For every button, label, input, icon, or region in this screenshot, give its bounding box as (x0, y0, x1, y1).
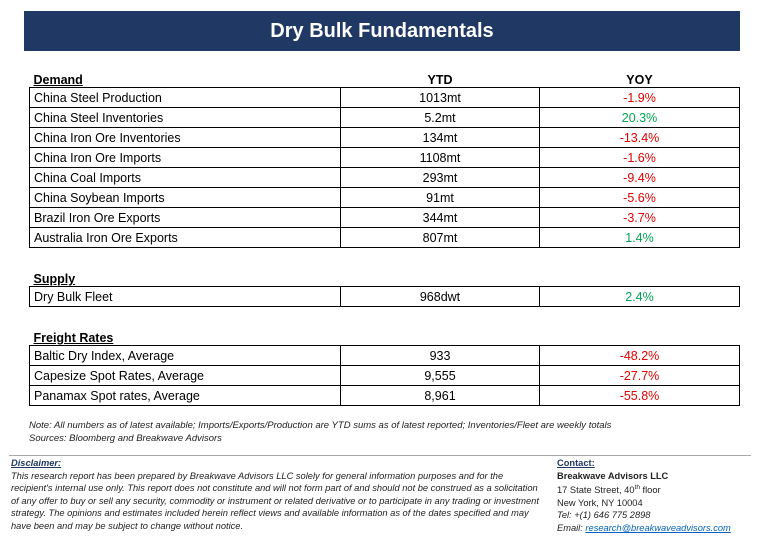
yoy-value: 2.4% (540, 287, 740, 307)
supply-table (29, 269, 740, 307)
table-row (30, 128, 740, 148)
sources-line: Sources: Bloomberg and Breakwave Advisors (29, 433, 222, 444)
row-label: Dry Bulk Fleet (30, 287, 341, 307)
ytd-value: 1013mt (341, 88, 540, 108)
row-label: China Coal Imports (30, 168, 341, 188)
table-row (30, 168, 740, 188)
yoy-value: -5.6% (540, 188, 740, 208)
city-address: New York, NY 10004 (557, 497, 643, 508)
supply-heading: Supply (30, 269, 341, 287)
row-label: China Iron Ore Inventories (30, 128, 341, 148)
yoy-value: -48.2% (540, 346, 740, 366)
ytd-value: 9,555 (341, 366, 540, 386)
yoy-value: -1.9% (540, 88, 740, 108)
page-title: Dry Bulk Fundamentals (24, 11, 740, 51)
demand-table (29, 70, 740, 248)
street-address: 17 State Street, 40th floor (557, 484, 661, 496)
row-label: Capesize Spot Rates, Average (30, 366, 341, 386)
ytd-value: 8,961 (341, 386, 540, 406)
row-label: China Steel Inventories (30, 108, 341, 128)
freight-table (29, 328, 740, 406)
row-label: China Soybean Imports (30, 188, 341, 208)
table-row (30, 228, 740, 248)
ytd-value: 91mt (341, 188, 540, 208)
ytd-value: 134mt (341, 128, 540, 148)
yoy-value: -1.6% (540, 148, 740, 168)
ytd-value: 1108mt (341, 148, 540, 168)
row-label: China Steel Production (30, 88, 341, 108)
table-row (30, 188, 740, 208)
footer (9, 455, 751, 540)
yoy-value: -3.7% (540, 208, 740, 228)
table-row (30, 88, 740, 108)
email-line: Email: research@breakwaveadvisors.com (557, 523, 731, 534)
table-row (30, 366, 740, 386)
yoy-value: 20.3% (540, 108, 740, 128)
ytd-value: 344mt (341, 208, 540, 228)
ytd-value: 5.2mt (341, 108, 540, 128)
table-row (30, 346, 740, 366)
yoy-value: 1.4% (540, 228, 740, 248)
demand-heading: Demand (30, 70, 341, 88)
company-name: Breakwave Advisors LLC (557, 470, 669, 481)
yoy-value: -9.4% (540, 168, 740, 188)
ytd-value: 968dwt (341, 287, 540, 307)
row-label: Panamax Spot rates, Average (30, 386, 341, 406)
row-label: Australia Iron Ore Exports (30, 228, 341, 248)
table-row (30, 386, 740, 406)
table-row (30, 148, 740, 168)
telephone: Tel: +(1) 646 775 2898 (557, 510, 651, 521)
footnote (29, 419, 611, 445)
yoy-value: -27.7% (540, 366, 740, 386)
disclaimer-text: This research report has been prepared by Breakwave Advisors LLC solely for general information purposes and for the recipient's internal use only. This report does not constitute and will not form part of and should not be construed as a solicitation of any offer to buy or sell any security, commodity or instrument or related derivative or to participate in any trading or investment strategy. The opinions and estimates included herein reflect views and available information as of the dates specified and may have been and may be subject to change without notice. (11, 470, 539, 531)
contact-block (557, 457, 752, 535)
email-link[interactable]: research@breakwaveadvisors.com (585, 523, 731, 534)
ytd-header: YTD (341, 70, 540, 88)
yoy-value: -13.4% (540, 128, 740, 148)
row-label: China Iron Ore Imports (30, 148, 341, 168)
disclaimer (11, 457, 541, 533)
disclaimer-heading: Disclaimer: (11, 458, 62, 468)
yoy-value: -55.8% (540, 386, 740, 406)
row-label: Baltic Dry Index, Average (30, 346, 341, 366)
note-line: Note: All numbers as of latest available; Imports/Exports/Production are YTD sums as of latest reported; Inventories/Fleet are weekly totals (29, 420, 612, 431)
contact-heading: Contact: (557, 458, 595, 468)
table-row (30, 108, 740, 128)
table-row (30, 287, 740, 307)
ytd-value: 807mt (341, 228, 540, 248)
ytd-value: 293mt (341, 168, 540, 188)
freight-heading: Freight Rates (30, 328, 341, 346)
table-row (30, 208, 740, 228)
row-label: Brazil Iron Ore Exports (30, 208, 341, 228)
ytd-value: 933 (341, 346, 540, 366)
yoy-header: YOY (540, 70, 740, 88)
